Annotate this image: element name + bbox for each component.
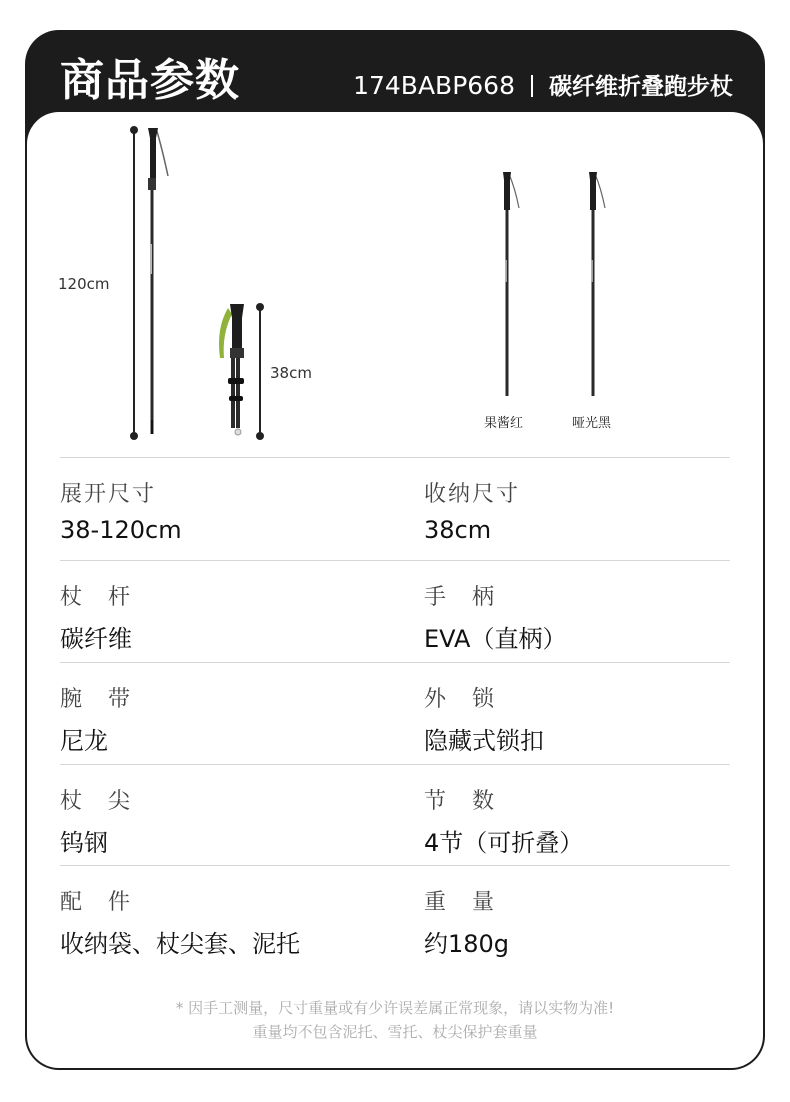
model-line: [353, 68, 733, 101]
divider: [60, 764, 730, 765]
spec-value: 隐藏式锁扣: [424, 727, 544, 755]
folded-pole-image: [214, 300, 256, 440]
product-card: [25, 30, 765, 1070]
separator: [531, 75, 533, 97]
spec-label: 手 柄: [424, 585, 497, 610]
folded-dimension-line: [259, 307, 261, 437]
color-variant-red-image: [496, 170, 526, 400]
spec-value: 碳纤维: [60, 625, 132, 653]
page-title: 商品参数: [60, 55, 240, 106]
spec-label: 外 锁: [424, 687, 497, 712]
footnote: * 因手工测量，尺寸重量或有少许误差属正常现象，请以实物为准!: [175, 999, 615, 1017]
spec-label: 收纳尺寸: [424, 482, 521, 507]
extended-length-label: 120cm: [58, 275, 110, 293]
spec-label: 重 量: [424, 890, 497, 915]
product-name: 碳纤维折叠跑步杖: [549, 74, 733, 100]
footnote: 重量均不包含泥托、雪托、杖尖保护套重量: [252, 1023, 538, 1041]
folded-dot-bottom: [256, 432, 264, 440]
spec-label: 展开尺寸: [60, 482, 157, 507]
spec-value: 38cm: [424, 516, 492, 544]
spec-value: 钨钢: [60, 829, 108, 857]
divider: [60, 457, 730, 458]
divider: [60, 662, 730, 663]
color-variant-black-image: [582, 170, 612, 400]
spec-label: 配 件: [60, 890, 133, 915]
spec-label: 杖 杆: [60, 585, 133, 610]
spec-value: 收纳袋、杖尖套、泥托: [60, 930, 300, 958]
divider: [60, 865, 730, 866]
extended-pole-image: [138, 124, 178, 440]
spec-label: 杖 尖: [60, 789, 133, 814]
dimension-dot-top: [130, 126, 138, 134]
color-name-black: 哑光黑: [572, 416, 612, 431]
color-name-red: 果酱红: [484, 416, 524, 431]
spec-value: 约180g: [424, 930, 510, 958]
dimension-dot-bottom: [130, 432, 138, 440]
spec-value: 38-120cm: [60, 516, 182, 544]
folded-length-label: 38cm: [270, 364, 312, 382]
spec-label: 腕 带: [60, 687, 133, 712]
spec-value: EVA（直柄）: [424, 625, 567, 653]
spec-label: 节 数: [424, 789, 497, 814]
model-number: 174BABP668: [353, 71, 515, 100]
extended-dimension-line: [133, 130, 135, 436]
folded-dot-top: [256, 303, 264, 311]
divider: [60, 560, 730, 561]
spec-value: 4节（可折叠）: [424, 829, 584, 857]
spec-value: 尼龙: [60, 727, 108, 755]
